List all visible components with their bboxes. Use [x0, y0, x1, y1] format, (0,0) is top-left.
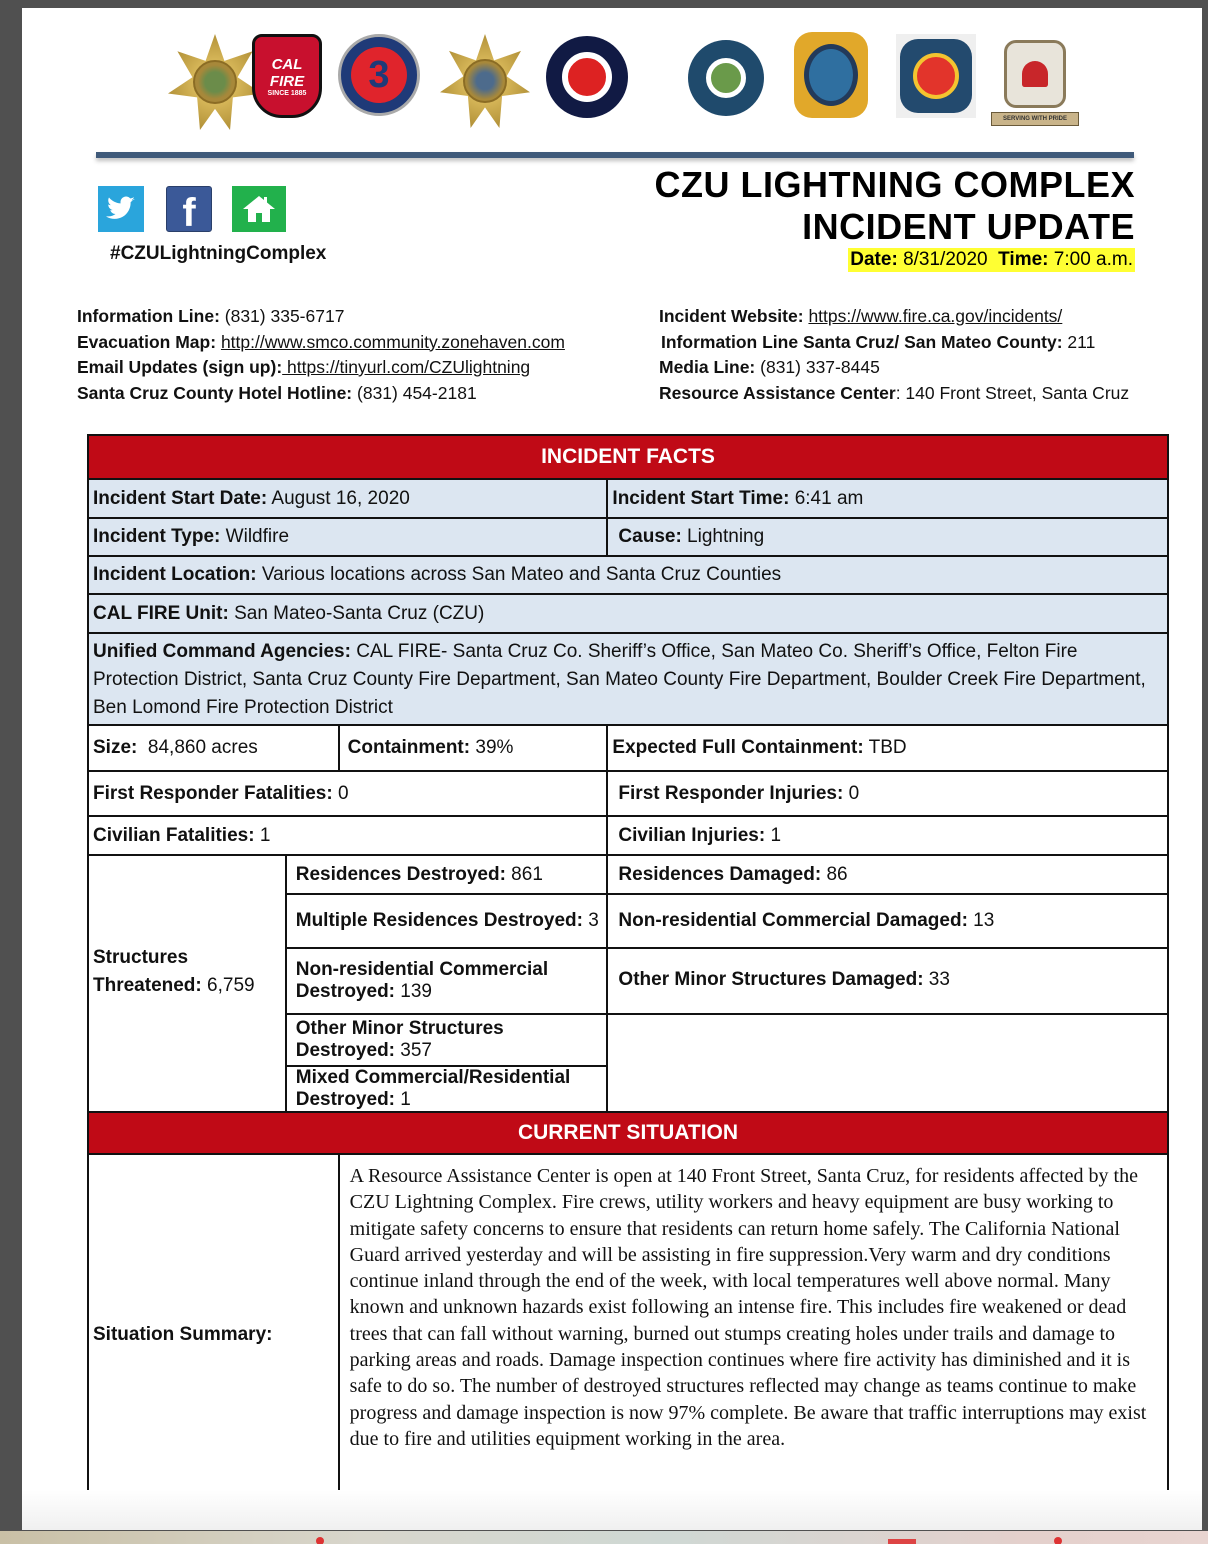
civilian-injuries-cell: Civilian Injuries: 1 — [607, 816, 1168, 855]
fr-fatalities-cell: First Responder Fatalities: 0 — [88, 771, 607, 816]
taskbar-icon — [888, 1539, 916, 1544]
agency-logos — [142, 28, 1072, 138]
nonres-commercial-damaged-cell: Non-residential Commercial Damaged: 13 — [607, 894, 1168, 948]
incident-facts-table — [87, 434, 1169, 1514]
santa-cruz-sheriff-badge-icon — [440, 34, 530, 128]
home-icon[interactable] — [232, 186, 286, 232]
start-date-cell: Incident Start Date: August 16, 2020 — [88, 479, 607, 518]
contact-info-right — [659, 304, 1129, 406]
update-time: 7:00 a.m. — [1053, 249, 1133, 270]
san-mateo-sheriff-badge-icon — [168, 34, 262, 130]
hashtag: #CZULightningComplex — [110, 243, 327, 264]
expected-containment-cell: Expected Full Containment: TBD — [607, 725, 1168, 771]
title-line-1: CZU LIGHTNING COMPLEX — [654, 164, 1135, 205]
information-line: Information Line: (831) 335-6717 — [77, 306, 345, 326]
taskbar-icon — [316, 1537, 324, 1544]
date-time-highlight: Date: 8/31/2020 Time: 7:00 a.m. — [850, 249, 1133, 270]
cal-fire-unit-cell: CAL FIRE Unit: San Mateo-Santa Cruz (CZU) — [88, 594, 1168, 633]
felton-fire-logo-icon — [546, 36, 628, 118]
incident-website: Incident Website: https://www.fire.ca.gov/incidents/ — [659, 306, 1063, 326]
current-situation-header: CURRENT SITUATION — [88, 1112, 1168, 1154]
civilian-fatalities-cell: Civilian Fatalities: 1 — [88, 816, 607, 855]
size-cell: Size: 84,860 acres — [88, 725, 339, 771]
incident-facts-header: INCIDENT FACTS — [88, 435, 1168, 479]
multiple-residences-destroyed-cell: Multiple Residences Destroyed: 3 — [286, 894, 608, 948]
evacuation-map: Evacuation Map: http://www.smco.community.zonehaven.com — [77, 331, 565, 352]
nonres-commercial-destroyed-cell: Non-residential Commercial Destroyed: 139 — [286, 948, 608, 1014]
information-line-211: Information Line Santa Cruz/ San Mateo County: 211 — [661, 331, 1096, 352]
media-line: Media Line: (831) 337-8445 — [659, 357, 880, 377]
taskbar-strip — [0, 1531, 1208, 1544]
title-line-2: INCIDENT UPDATE — [802, 206, 1135, 247]
resource-assistance-center: Resource Assistance Center: 140 Front Street, Santa Cruz — [659, 382, 1130, 403]
ben-lomond-fire-logo-icon: SERVING WITH PRIDE — [988, 32, 1082, 134]
hotel-hotline: Santa Cruz County Hotel Hotline: (831) 454-2181 — [77, 382, 477, 403]
san-mateo-county-fire-logo-icon — [794, 32, 868, 118]
cal-fire-logo-icon: CAL FIRE SINCE 1885 — [252, 34, 322, 118]
santa-cruz-county-fire-logo-icon — [688, 40, 764, 116]
header-divider — [96, 152, 1134, 158]
unified-command-cell: Unified Command Agencies: CAL FIRE- Santa Cruz Co. Sheriff’s Office, San Mateo Co. Sheriff’s Office, Felton Fire Protection District, Santa Cruz County Fire Department, San Mateo County Fire Department, Boulder Creek Fire Department, Ben Lomond Fire Protection District — [88, 633, 1168, 725]
other-minor-destroyed-cell: Other Minor Structures Destroyed: 357 — [286, 1014, 608, 1066]
start-time-cell: Incident Start Time: 6:41 am — [607, 479, 1168, 518]
contact-info-left — [77, 304, 565, 406]
residences-damaged-cell: Residences Damaged: 86 — [607, 855, 1168, 894]
document-page — [22, 8, 1202, 1530]
mixed-destroyed-cell: Mixed Commercial/Residential Destroyed: 1 — [286, 1066, 608, 1112]
email-updates: Email Updates (sign up): https://tinyurl.com/CZUlightning — [77, 357, 531, 377]
incident-location-cell: Incident Location: Various locations across San Mateo and Santa Cruz Counties — [88, 556, 1168, 594]
evacuation-map-link[interactable]: http://www.smco.community.zonehaven.com — [220, 331, 565, 352]
facebook-icon[interactable]: f — [166, 186, 212, 232]
incident-website-link[interactable]: https://www.fire.ca.gov/incidents/ — [808, 306, 1063, 326]
update-date: 8/31/2020 — [903, 249, 988, 270]
residences-destroyed-cell: Residences Destroyed: 861 — [286, 855, 608, 894]
taskbar-icon — [1054, 1537, 1062, 1544]
email-updates-link[interactable]: https://tinyurl.com/CZUlightning — [282, 357, 531, 377]
empty-damaged-cell — [607, 1014, 1168, 1112]
containment-cell: Containment: 39% — [339, 725, 608, 771]
situation-summary-label: Situation Summary: — [88, 1154, 339, 1514]
document-title — [655, 164, 1136, 248]
structures-threatened-cell: Structures Threatened: 6,759 — [88, 855, 286, 1112]
boulder-creek-fire-logo-icon — [896, 34, 976, 118]
cause-cell: Cause: Lightning — [607, 518, 1168, 556]
incident-type-cell: Incident Type: Wildfire — [88, 518, 607, 556]
situation-summary-text: A Resource Assistance Center is open at 140 Front Street, Santa Cruz, for residents affected by the CZU Lightning Complex. Fire crews, utility workers and heavy equipment are busy working to mitigate safety concerns to ensure that residents can return home safely. The California National Guard arrived yesterday and will be assisting in fire suppression.Very warm and dry conditions continue inland through the end of the week, with local temperatures well above normal. Many known and unknown hazards exist following an intense fire. This includes fire weakened or dead trees that can fall without warning, burned out stumps creating holes under trails and damage to parking areas and roads. Damage inspection continues where fire activity has diminished and it is safe to do so. The number of destroyed structures reflected may change as teams continue to make progress and damage inspection is now 97% complete. Be aware that traffic interruptions may exist due to fire and utilities equipment working in the area. — [339, 1154, 1168, 1514]
imt-3-logo-icon: 3 — [338, 34, 420, 116]
fr-injuries-cell: First Responder Injuries: 0 — [607, 771, 1168, 816]
other-minor-damaged-cell: Other Minor Structures Damaged: 33 — [607, 948, 1168, 1014]
twitter-icon[interactable] — [98, 186, 144, 232]
page-edge — [22, 1490, 1202, 1530]
